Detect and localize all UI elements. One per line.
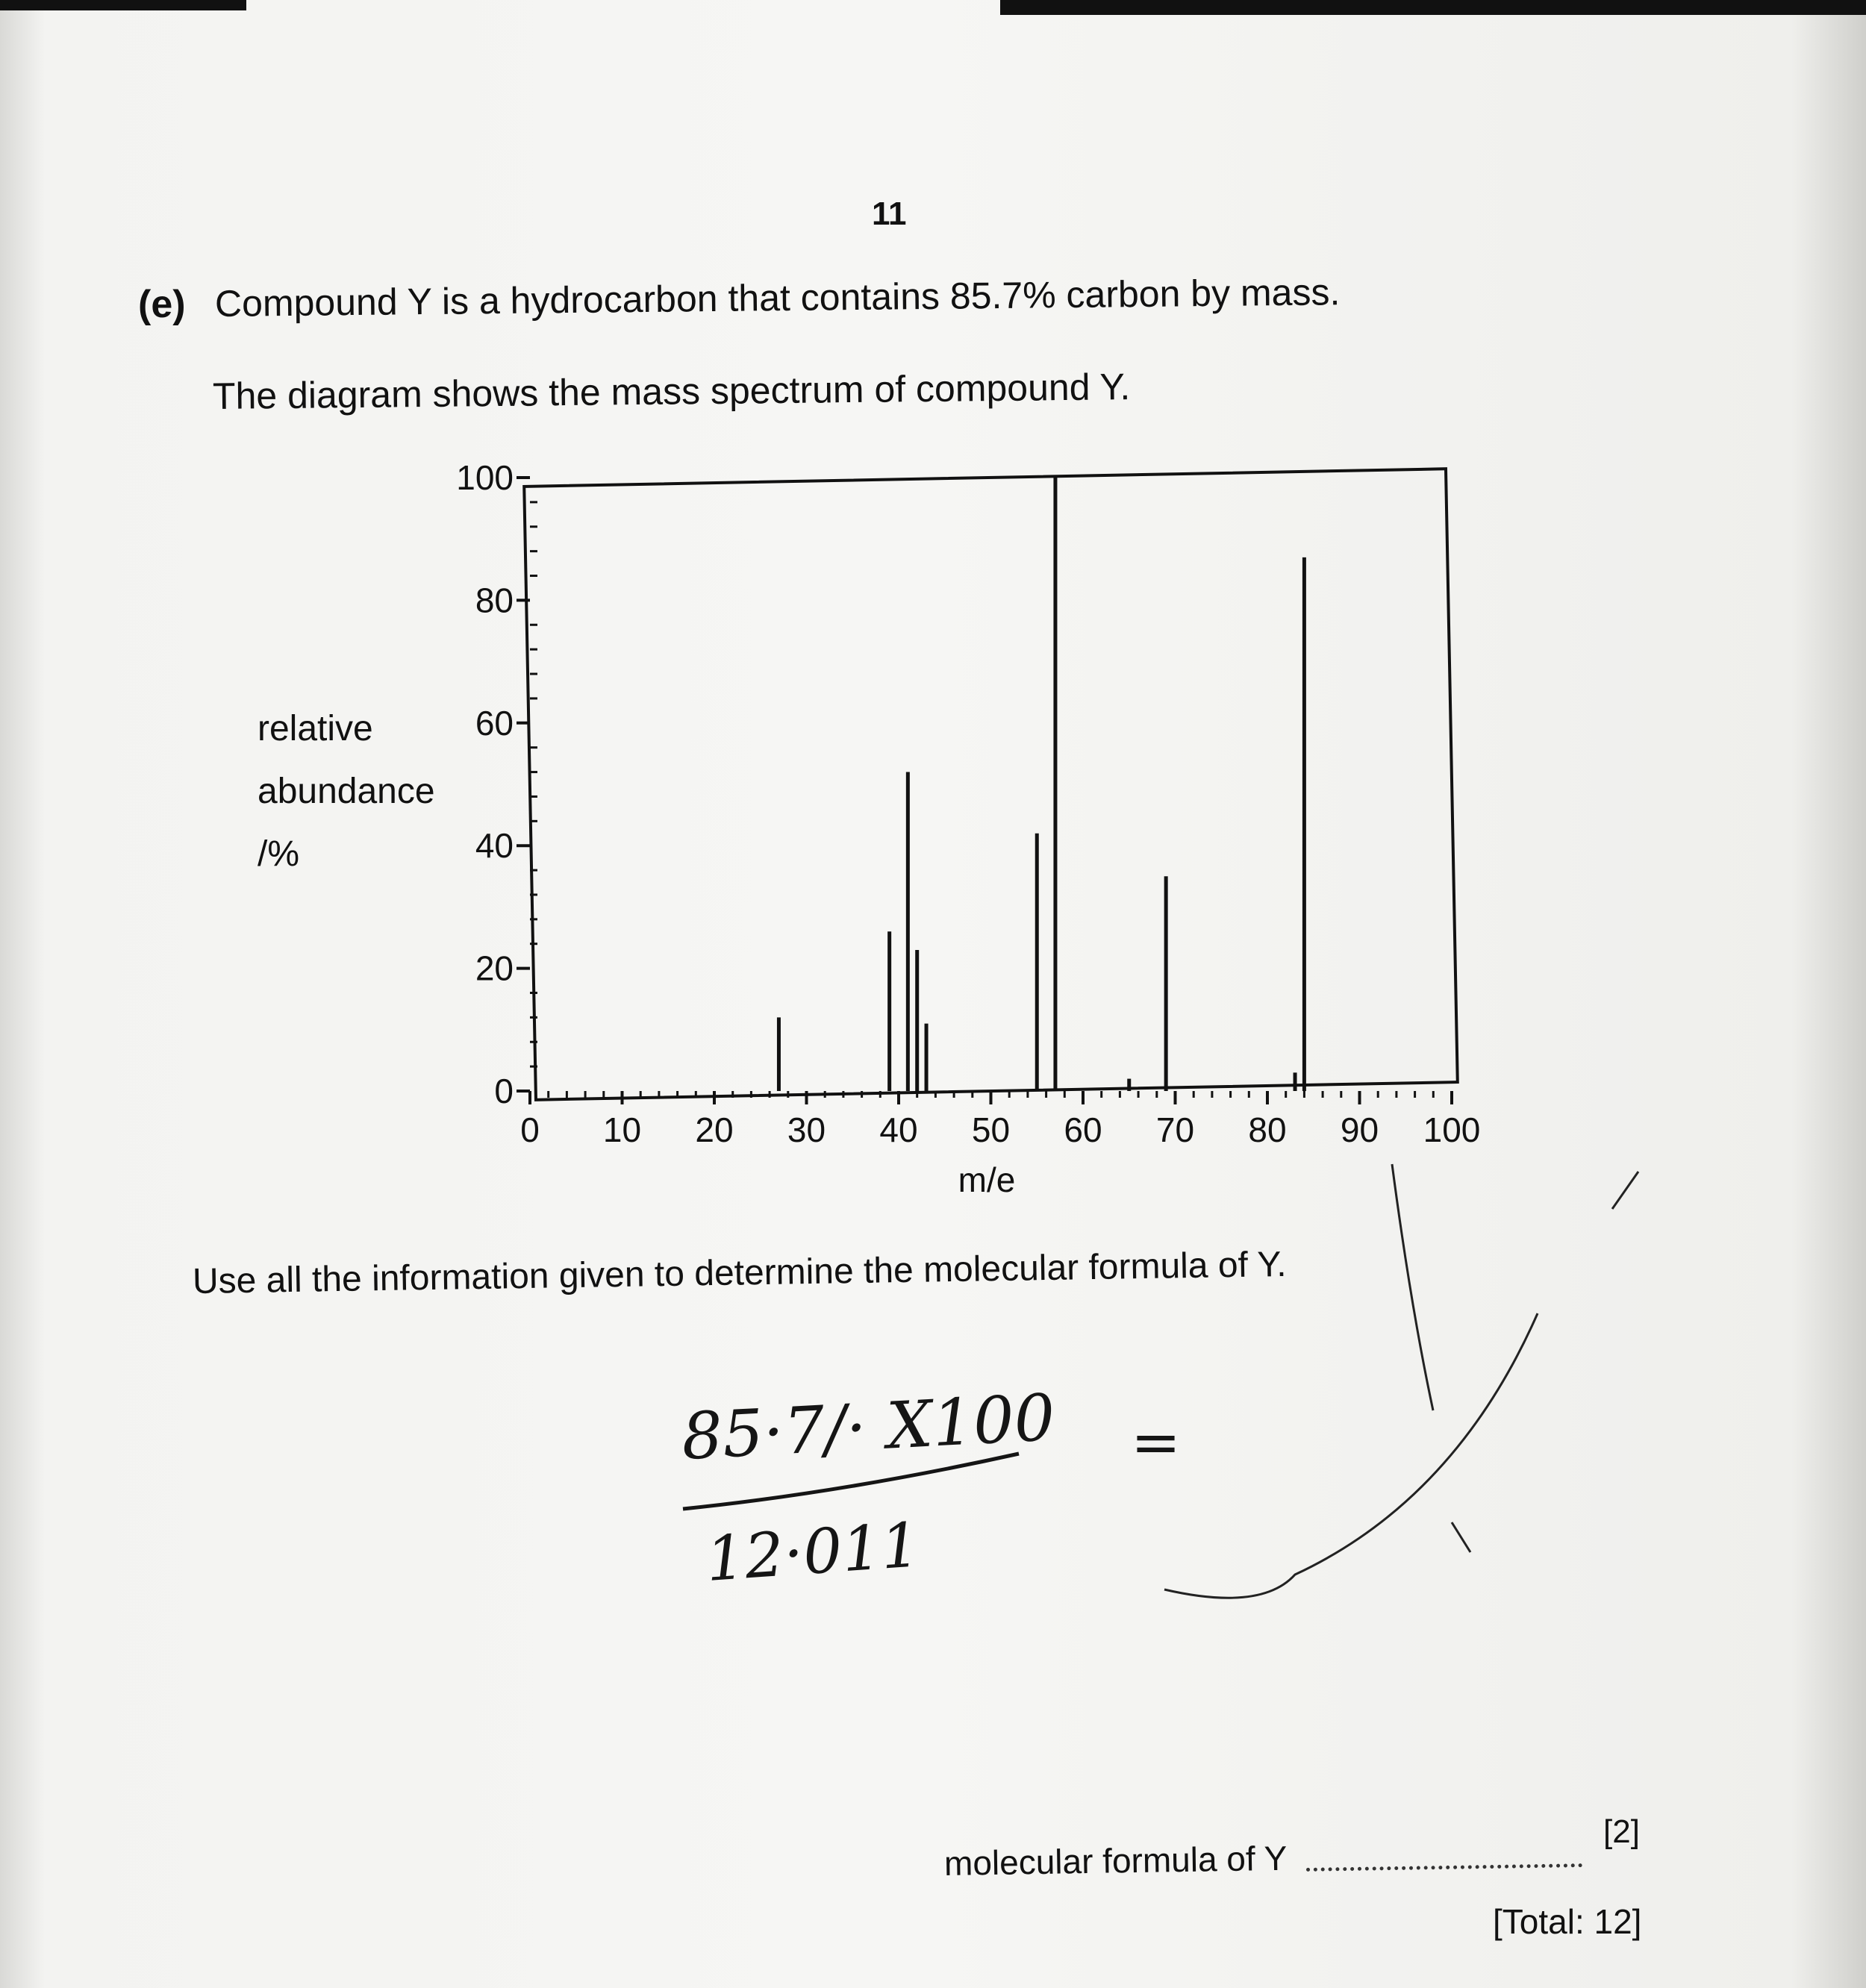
y-tick-label: 20 <box>475 948 514 988</box>
y-tick-label: 40 <box>475 826 514 866</box>
question-text: Compound Y is a hydrocarbon that contains 85.7% carbon by mass. <box>214 271 1341 325</box>
page-number: 11 <box>872 196 907 232</box>
x-tick-label: 30 <box>787 1110 826 1149</box>
x-axis-label: m/e <box>958 1160 1016 1199</box>
y-tick-label: 80 <box>475 581 514 620</box>
instruction-text: Use all the information given to determine the molecular formula of Y. <box>192 1244 1287 1301</box>
y-tick-label: 100 <box>456 458 514 497</box>
y-axis-label: relative abundance /% <box>258 709 435 874</box>
x-tick-label: 80 <box>1248 1110 1287 1149</box>
x-tick-label: 50 <box>971 1110 1011 1149</box>
handwritten-denominator: 12·011 <box>703 1510 923 1595</box>
handwritten-numerator: 85·7/· X100 <box>679 1380 1057 1475</box>
pencil-curve <box>1164 1313 1538 1598</box>
intro-text: The diagram shows the mass spectrum of compound Y. <box>212 366 1131 417</box>
pencil-stroke <box>1392 1164 1433 1410</box>
x-tick-label: 20 <box>695 1110 734 1149</box>
answer-label: molecular formula of Y <box>943 1838 1288 1883</box>
x-tick-label: 60 <box>1064 1110 1102 1149</box>
y-tick-label: 60 <box>475 703 514 743</box>
marks-label: [2] <box>1603 1813 1640 1850</box>
question-label: (e) <box>138 283 186 326</box>
y-tick-label: 0 <box>494 1072 514 1110</box>
handwritten-equals: = <box>1131 1407 1182 1477</box>
x-tick-label: 40 <box>879 1110 918 1149</box>
x-tick-label: 90 <box>1340 1110 1379 1149</box>
x-tick-label: 100 <box>1423 1110 1481 1149</box>
pencil-slash <box>1612 1172 1638 1209</box>
x-tick-label: 10 <box>602 1110 642 1149</box>
total-marks: [Total: 12] <box>1493 1902 1642 1941</box>
pencil-tick <box>1452 1522 1470 1552</box>
x-tick-label: 70 <box>1155 1110 1195 1149</box>
x-tick-label: 0 <box>520 1110 540 1149</box>
